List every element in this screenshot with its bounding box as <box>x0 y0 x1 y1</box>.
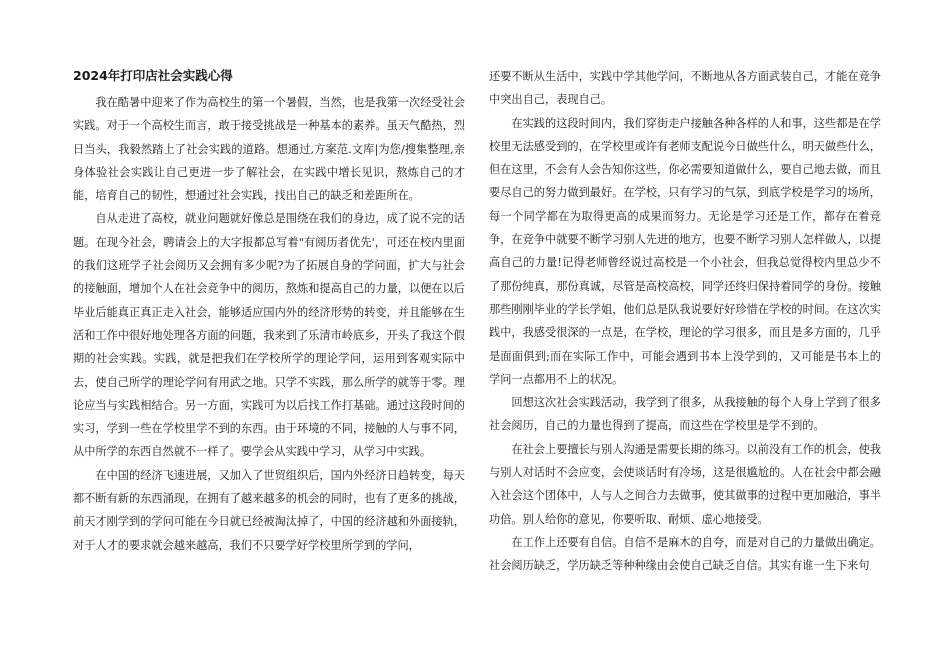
right-column <box>489 65 881 578</box>
paragraph: 自从走进了高校，就业问题就好像总是围绕在我们的身边，成了说不完的话题。在现今社会，聘请会上的大字报都总写着"有阅历者优先'，可还在校内里面的我们这班学子社会阅历又会拥有多少呢?为了拓展自身的学问面，扩大与社会的接触面，增加个人在社会竞争中的阅历，熬炼和提高自己的力量，以便在以后毕业后能真正真正走入社会，能够适应国内外的经济形势的转变，并且能够在生活和工作中很好地处理各方面的问题，我来到了乐清市岭底乡，开头了我这个假期的社会实践。实践，就是把我们在学校所学的理论学问，运用到客观实际中去，使自己所学的理论学问有用武之地。只学不实践，那么所学的就等于零。理论应当与实践相结合。另一方面，实践可为以后找工作打基础。通过这段时间的实习，学到一些在学校里学不到的东西。由于环境的不同，接触的人与事不同，从中所学的东西自然就不一样了。要学会从实践中学习，从学习中实践。 <box>73 212 465 459</box>
paragraph: 在工作上还要有自信。自信不是麻木的自夸，而是对自己的力量做出确定。社会阅历缺乏，学历缺乏等种种缘由会使自己缺乏自信。其实有谁一生下来句 <box>489 535 881 573</box>
paragraph: 我在酷暑中迎来了作为高校生的第一个暑假，当然，也是我第一次经受社会实践。对于一个高校生而言，敢于接受挑战是一种基本的素养。虽天气酷热，烈日当头，我毅然踏上了社会实践的道路。想通过,方案范.文库|为您/搜集整理,亲身体验社会实践让自己更进一步了解社会，在实践中增长见识，熬炼自己的才能，培育自己的韧性，想通过社会实践，找出自己的缺乏和差距所在。 <box>73 96 465 203</box>
paragraph: 在中国的经济飞速进展，又加入了世贸组织后，国内外经济日趋转变，每天都不断有新的东西涌现，在拥有了越来越多的机会的同时，也有了更多的挑战，前天才刚学到的学问可能在今日就已经被淘汰掉了，中国的经济越和外面接轨，对于人才的要求就会越来越高，我们不只要学好学校里所学到的学问， <box>73 468 465 552</box>
left-column <box>73 67 465 557</box>
document-title: 2024年打印店社会实践心得 <box>73 68 233 83</box>
paragraph: 在实践的这段时间内，我们穿街走户接触各种各样的人和事，这些都是在学校里无法感受到的，在学校里或许有老师支配说今日做些什么，明天做些什么，但在这里，不会有人会告知你这些，你必需要知道做什么，要自己地去做，而且要尽自己的努力做到最好。在学校，只有学习的气氛，到底学校是学习的场所，每一个同学都在为取得更高的成果而努力。无论是学习还是工作，都存在着竞争，在竞争中就要不断学习别人先进的地方，也要不断学习别人怎样做人，以提高自己的力量!记得老师曾经说过高校是一个小社会，但我总觉得校内里总少不了那份纯真，那份真诚，尽管是高校高校，同学还终归保持着同学的身份。接触那些刚刚毕业的学长学姐，他们总是队我说要好好珍惜在学校的时间。在这次实践中，我感受很深的一点是，在学校，理论的学习很多，而且是多方面的，几乎是面面俱到;而在实际工作中，可能会遇到书本上没学到的，又可能是书本上的学问一点都用不上的状况。 <box>489 116 881 386</box>
paragraph-continuation: 还要不断从生活中，实践中学其他学问，不断地从各方面武装自己，才能在竞争中突出自己，表现自己。 <box>489 70 881 107</box>
paragraph: 回想这次社会实践活动，我学到了很多，从我接触的每个人身上学到了很多社会阅历，自己的力量也得到了提高，而这些在学校里是学不到的。 <box>489 396 881 433</box>
paragraph: 在社会上要擅长与别人沟通是需要长期的练习。以前没有工作的机会，使我与别人对话时不会应变，会使谈话时有冷场，这是很尴尬的。人在社会中都会融入社会这个团体中，人与人之间合力去做事，使其做事的过程中更加融洽，事半功倍。别人给你的意见，你要听取、耐烦、虚心地接受。 <box>489 442 881 526</box>
